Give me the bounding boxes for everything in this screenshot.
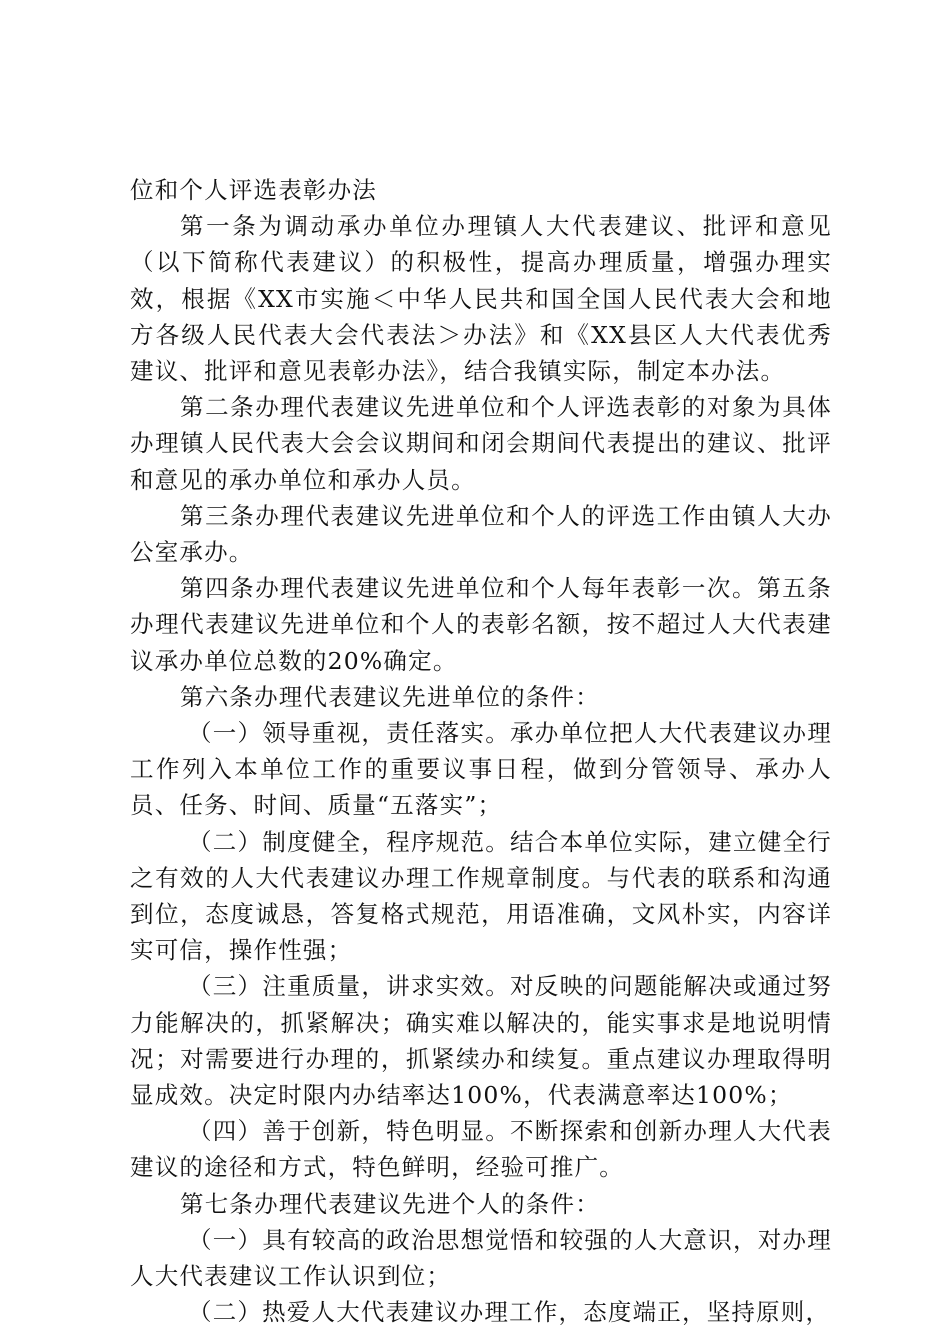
paragraph-article-4-5: 第四条办理代表建议先进单位和个人每年表彰一次。第五条办理代表建议先进单位和个人的表彰名额，按不超过人大代表建议承办单位总数的20%确定。 bbox=[130, 574, 832, 675]
paragraph-article-7-item-2: （二）热爱人大代表建议办理工作，态度端正，坚持原则， bbox=[188, 1298, 831, 1327]
paragraph-title-continuation: 位和个人评选表彰办法 bbox=[130, 176, 377, 204]
paragraph-article-1: 第一条为调动承办单位办理镇人大代表建议、批评和意见（以下简称代表建议）的积极性，提高办理质量，增强办理实效，根据《XX市实施＜中华人民共和国全国人民代表大会和地方各级人民代表大会代表法＞办法》和《XX县区人大代表优秀建议、批评和意见表彰办法》，结合我镇实际，制定本办法。 bbox=[130, 212, 832, 386]
paragraph-article-3: 第三条办理代表建议先进单位和个人的评选工作由镇人大办公室承办。 bbox=[130, 501, 832, 567]
paragraph-article-6-item-2: （二）制度健全，程序规范。结合本单位实际，建立健全行之有效的人大代表建议办理工作规章制度。与代表的联系和沟通到位，态度诚恳，答复格式规范，用语准确，文风朴实，内容详实可信，操作性强； bbox=[130, 827, 832, 965]
paragraph-article-6-item-1: （一）领导重视，责任落实。承办单位把人大代表建议办理工作列入本单位工作的重要议事日程，做到分管领导、承办人员、任务、时间、质量“五落实”； bbox=[130, 719, 832, 820]
paragraph-article-6: 第六条办理代表建议先进单位的条件： bbox=[180, 682, 600, 711]
paragraph-article-7-item-1: （一）具有较高的政治思想觉悟和较强的人大意识，对办理人大代表建议工作认识到位； bbox=[130, 1225, 832, 1291]
document-body bbox=[130, 172, 832, 1331]
paragraph-article-7: 第七条办理代表建议先进个人的条件： bbox=[180, 1189, 600, 1218]
paragraph-article-6-item-3: （三）注重质量，讲求实效。对反映的问题能解决或通过努力能解决的，抓紧解决；确实难以解决的，能实事求是地说明情况；对需要进行办理的，抓紧续办和续复。重点建议办理取得明显成效。决定时限内办结率达100%，代表满意率达100%； bbox=[130, 972, 832, 1110]
paragraph-article-2: 第二条办理代表建议先进单位和个人评选表彰的对象为具体办理镇人民代表大会会议期间和闭会期间代表提出的建议、批评和意见的承办单位和承办人员。 bbox=[130, 393, 832, 494]
paragraph-article-6-item-4: （四）善于创新，特色明显。不断探索和创新办理人大代表建议的途径和方式，特色鲜明，经验可推广。 bbox=[130, 1117, 832, 1182]
